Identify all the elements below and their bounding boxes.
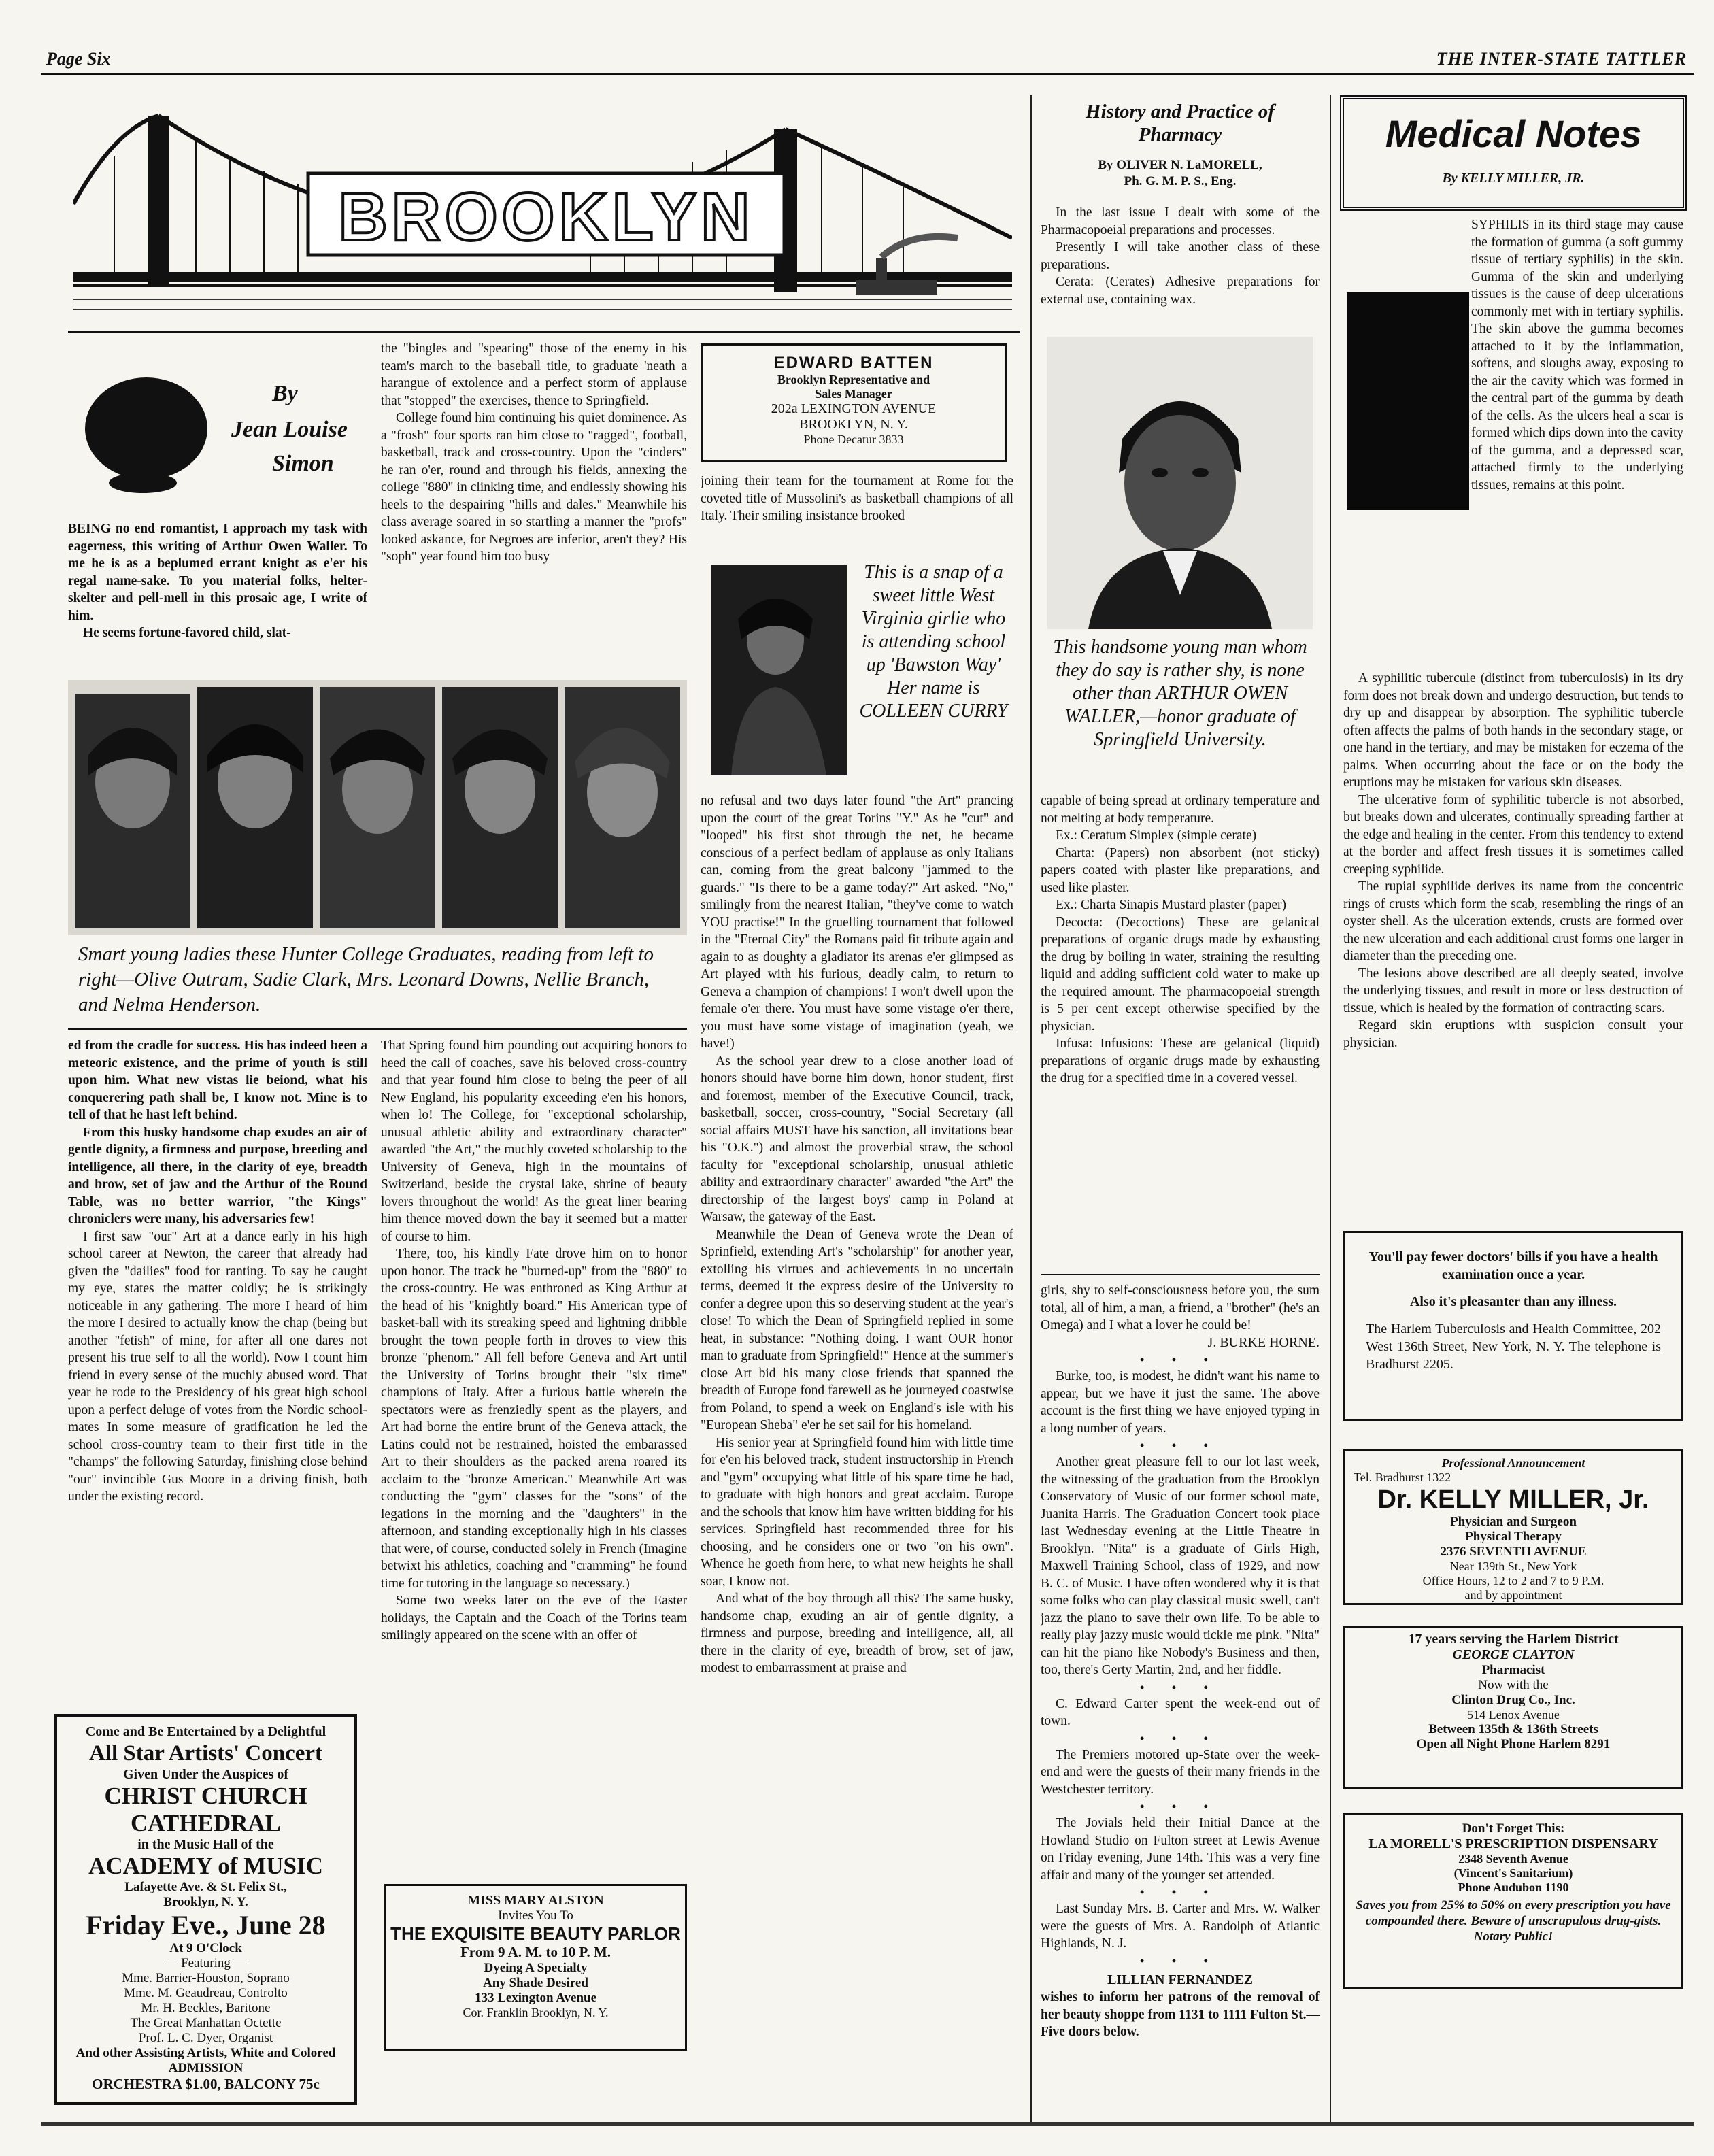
concert-line2: All Star Artists' Concert <box>88 1741 323 1766</box>
clayton-line7: Between 135th & 136th Streets <box>1428 1722 1598 1736</box>
concert-line11: At 9 O'Clock <box>169 1941 242 1955</box>
medical-notes-title: Medical Notes <box>1385 112 1642 155</box>
article-paragraph: College found him continuing his quiet dominence. As a "frosh" four sports ran him close to "ragged", football, basketball, track and cross-country. Upon the "cinders" he ran o'er, round and through his fields, annexing the college "880" in clinking time, and endlessly showing his heels to the despairing "hills and dales." Meanwhile his class average soared in so startling a manner the "profs" looked askance, for Negroes are inferior, aren't they? His "soph" year found him too busy <box>381 411 687 564</box>
page-label: Page Six <box>46 49 111 69</box>
article-paragraph: There, too, his kindly Fate drove him on to honor upon honor. The track he "burned-up" from the "880" to the cross-country. He was enthroned as King Arthur at the head of his "knightly board." His American type of basket-ball with its streaking speed and lightning dribble brought the town people forth in droves to view this bronze "phenom." All fell before Geneva and Art until the University of Torins brought their "six time" champions of Italy. After a furious battle wherein the spectators were as frenziedly spent as the players, and Art had borne the entire brunt of the Geneva attack, the Latins could not be restrained, hoisted the embarassed Art to their shoulders as the packed arena roared its acclaim to the "bronze American." Meanwhile Art was conducting the "gym" classes for the "sons" of the legations in the morning and the "daughters" in the afternoon, and standing exceptionally high in his classes that were, of course, conducted solely in French (Imagine betwixt his athletics, coaching and "cramming" he found time for tutoring in the language so necessary.) <box>381 1247 687 1591</box>
medical-paragraph: A syphilitic tubercule (distinct from tuberculosis) in its dry form does not break down and undergo destruction, but tends to dry up and disappear by absorption. The syphilitic tubercle often affects the palms of both hands in the secondary stage, or one hand in the tertiary, and may be mistaken for eczema of the palms. When occurring about the face or on the body the eruptions may be mistaken for various skin diseases. <box>1343 671 1683 790</box>
miller-line3: 2376 SEVENTH AVENUE <box>1440 1545 1587 1559</box>
miller-line5: Office Hours, 12 to 2 and 7 to 9 P.M. <box>1422 1574 1604 1587</box>
separator-dots: • • • <box>1140 1953 1220 1968</box>
social-paragraph: The Premiers motored up-State over the week-end and were the guests of their many friends in the Westchester territory. <box>1041 1747 1320 1797</box>
medical-notes-header <box>1340 95 1687 211</box>
pharmacy-paragraph: Ex.: Charta Sinapis Mustard plaster (paper) <box>1056 898 1286 912</box>
concert-line10: Friday Eve., June 28 <box>86 1910 326 1940</box>
separator-dots: • • • <box>1140 1800 1220 1813</box>
column-rule <box>1330 95 1331 2122</box>
alston-line5: Dyeing A Specialty <box>484 1961 588 1975</box>
social-paragraph: Another great pleasure fell to our lot last week, the witnessing of the graduation from the Brooklyn Conservatory of Music of our former school mate, Juanita Harris. The Graduation Concert took place last Wednesday evening at the Little Theatre in Brooklyn. "Nita" is a graduate of Girls High, Maxwell Training School, class of 1929, and now B. C. of Music. I have often wondered why it is that some folks who can play classical music swell, can't jazz the piano to save their own life. To be able to really play jazzy music would tickle me pink. "Nita" can hit the piano like Nobody's Business and then, too, there's Gerty Martin, 2nd, and her fiddle. <box>1041 1455 1320 1677</box>
separator-dots: • • • <box>1140 1731 1220 1745</box>
pharmacy-col-bottom <box>1041 792 1320 1268</box>
batten-line1: Brooklyn Representative and <box>777 373 930 386</box>
lamorell-line2: LA MORELL'S PRESCRIPTION DISPENSARY <box>1368 1836 1658 1851</box>
pharmacy-col-top <box>1041 204 1320 326</box>
article-col1-bottom <box>68 1037 367 1704</box>
article-paragraph: Meanwhile the Dean of Geneva wrote the Dean of Sprinfield, extending Art's "scholarship" for another year, extolling his virtues and achievements in no uncertain terms, deemed it the express desire of the University to confer a degree upon this so deserving student at the year's close! To which the Dean of Springfield replied in some heat, in substance: "Nothing doing. I want OUR honor man to graduate from Springfield!" Hence at the summer's close Art bid his many close friends that spanned the breadth of Europe fond farewell as he journeyed coastwise from Poland, to spend a week on England's isle with his "European Sheba" e'er he set sail for his homeland. <box>701 1227 1013 1432</box>
alston-line7: 133 Lexington Avenue <box>474 1991 597 2005</box>
alston-line1: MISS MARY ALSTON <box>467 1893 604 1908</box>
lamorell-line4: (Vincent's Sanitarium) <box>1453 1866 1573 1880</box>
lamorell-line3: 2348 Seventh Avenue <box>1458 1852 1568 1866</box>
concert-line18: And other Assisting Artists, White and Colored <box>75 2046 336 2060</box>
medical-float-spacer <box>1343 216 1471 516</box>
pharmacy-paragraph: Presently I will take another class of these preparations. <box>1041 240 1320 272</box>
pharmacy-paragraph: capable of being spread at ordinary temperature and not melting at body temperature. <box>1041 794 1320 826</box>
miller-top: Professional Announcement <box>1441 1456 1585 1470</box>
social-col <box>1041 1282 1320 2091</box>
batten-ad <box>701 343 1007 462</box>
concert-line8: Lafayette Ave. & St. Felix St., <box>124 1880 287 1894</box>
publication-name: THE INTER-STATE TATTLER <box>1436 49 1687 69</box>
byline-by: By <box>272 381 298 406</box>
arthur-waller-photo <box>1047 337 1313 629</box>
social-paragraph: C. Edward Carter spent the week-end out of town. <box>1041 1696 1320 1728</box>
concert-line6: in the Music Hall of the <box>137 1837 274 1852</box>
article-paragraph: girls, shy to self-consciousness before you, the sum total, all of him, a man, a friend, a "brother" (he's an Omega) and I what a lover he could be! <box>1041 1283 1320 1332</box>
concert-line16: The Great Manhattan Octette <box>130 2016 282 2030</box>
separator-dots: • • • <box>1140 1438 1220 1452</box>
article-lead-paragraph: BEING no end romantist, I approach my task with eagerness, this writing of Arthur Owen Waller. To me he is as a beplumed errant knight as e'er his regal name-sake. To you material folks, helter-skelter and pell-mell in this prosaic age, I write of him. <box>68 522 367 623</box>
byline-name-2: Simon <box>272 451 334 476</box>
article-col3-top <box>701 473 1013 527</box>
medical-paragraph: The rupial syphilide derives its name from the concentric rings of crusts which form the scab, resembling the rings of an oyster shell. As the ulceration extends, crusts are formed over the new ulceration and each additional crust forms one larger in diameter than the preceding one. <box>1343 879 1683 963</box>
pharmacy-paragraph: Charta: (Papers) non absorbent (not sticky) papers coated with plaster like preparations, and used like plaster. <box>1041 845 1320 895</box>
article-col1-top <box>68 520 367 663</box>
separator-dots: • • • <box>1140 1353 1220 1366</box>
separator-dots: • • • <box>1140 1680 1220 1694</box>
graduates-rule <box>68 1028 687 1030</box>
concert-line3: Given Under the Auspices of <box>123 1767 288 1782</box>
banner-rule <box>68 331 1020 333</box>
health-ad <box>1343 1231 1683 1421</box>
health-line2: Also it's pleasanter than any illness. <box>1409 1294 1617 1309</box>
clayton-line1: 17 years serving the Harlem District <box>1408 1632 1619 1647</box>
separator-dots: • • • <box>1140 1885 1220 1899</box>
lamorell-line6: Saves you from 25% to 50% on every prescription you have compounded there. Beware of unscrupulous drug-gists. Notary Public! <box>1356 1898 1671 1944</box>
graduates-caption: Smart young ladies these Hunter College Graduates, reading from left to right—Olive Outram, Sadie Clark, Mrs. Leonard Downs, Nellie Branch, and Nelma Henderson. <box>78 943 654 1015</box>
medical-intro <box>1343 216 1683 665</box>
article-paragraph: That Spring found him pounding out acquiring honors to heed the call of coaches, save his beloved cross-country and that year found him close to being the peer of all New England, his popularity exceeding e'en his honors, when lo! The College, for "exceptional scholarship, unusual athletic ability and extraordinary character" awarded "the Art," the muchly coveted scholarship to the University of Geneva, high in the mountains of Switzerland, beside the crystal lake, shrine of beauty lovers throughout the world! As the great liner bearing him thence moved down the bay it seemed but a matter of course to him. <box>381 1039 687 1244</box>
clayton-line3: Pharmacist <box>1481 1663 1545 1677</box>
concert-line13: Mme. Barrier-Houston, Soprano <box>122 1971 290 1985</box>
article-col3-bottom <box>701 792 1013 2081</box>
article-col2-bottom <box>381 1037 687 1826</box>
concert-line5: CATHEDRAL <box>130 1810 282 1836</box>
concert-line20: ORCHESTRA $1.00, BALCONY 75c <box>92 2076 320 2092</box>
header-rule <box>41 73 1694 75</box>
article-paragraph: joining their team for the tournament at Rome for the coveted title of Mussolini's as basketball champions of all Italy. Their smiling insistance brooked <box>701 474 1013 523</box>
article-paragraph: no refusal and two days later found "the Art" prancing upon the court of the great Torins "Y." As he "cut" and "looped" his first shot through the net, he became conscious of a perfect bedlam of applause as only Italians can, coming from the great balcony "jammed to the guards." "Is there to be a game today?" Art asked. "No," smilingly from the nearest Italian, "they've come to watch YOU practise!" In the gruelling tournament that followed in the "Eternal City" the Romans paid fit tribute again and again to as doughty a gladiator its arenas e'er glimpsed as Art played with his furious, deadly calm, to return to Geneva a champion of champions! I won't dwell upon the female o'er there. You must have some vistage o'er there, you must have some vistage of imagination (yeah, we have!) <box>701 794 1013 1051</box>
colleen-caption: This is a snap of a sweet little West Virginia girlie who is attending school up 'Bawston Way' Her name is COLLEEN CURRY <box>859 562 1008 722</box>
medical-intro-paragraph: SYPHILIS in its third stage may cause the formation of gumma (a soft gummy tissue of tertiary syphilis) in the skin. Gumma of the skin and underlying tissues is the cause of deep ulcerations commonly met with in tertiary syphilis. The skin above the gumma becomes attached to it by the inflammation, softens, and sloughs away, exposing to the air the cavity which was formed in the central part of the gumma by death of the cells. As the ulcers heal a scar is formed which dips down into the cavity of the gumma, and a depressed scar, attached firmly to the underlying tissues, remains at this point. <box>1471 218 1683 492</box>
batten-line2: Sales Manager <box>815 387 892 401</box>
article-paragraph: His senior year at Springfield found him with little time for e'en his beloved track, student instructorship in French and "gym" occupying what little of his spare time he had, to graduate with high honors and great acclaim. Europe and the schools that know him have written bidding for his services. Springfield hast recommended three for his choosing, and he considers one or two "on his own". Whence he goeth from here, to what new heights he shall soar, I know not. <box>701 1435 1013 1589</box>
concert-line1: Come and Be Entertained by a Delightful <box>85 1724 326 1739</box>
medical-paragraph: Regard skin eruptions with suspicion—consult your physician. <box>1343 1018 1683 1050</box>
lamorell-line5: Phone Audubon 1190 <box>1458 1881 1569 1894</box>
medical-paragraph: The ulcerative form of syphilitic tubercle is not absorbed, but breaks down and ulcerates, continually spreading farther at the edge and healing in the center. From this tendency to extend at the border and affect fresh tissues it is sometimes called creeping syphilide. <box>1343 792 1683 877</box>
colleen-curry-photo <box>711 565 847 775</box>
article-paragraph: He seems fortune-favored child, slat- <box>83 626 291 640</box>
bottom-edge <box>41 2122 1694 2126</box>
alston-line2: Invites You To <box>498 1908 573 1923</box>
medical-notes-byline: By KELLY MILLER, JR. <box>1442 171 1585 186</box>
article-paragraph: From this husky handsome chap exudes an air of gentle dignity, a firmness and purpose, breeding and intelligence, all there, in the clarity of eye, breadth and brow, set of jaw and the Arthur of the Round Table, was no better warrior, "the Kings" chroniclers were many, his adversaries few! <box>68 1125 367 1226</box>
pharmacy-paragraph: In the last issue I dealt with some of the Pharmacopoeial preparations and processes. <box>1041 205 1320 237</box>
batten-line4: BROOKLYN, N. Y. <box>799 417 908 432</box>
miller-name: Dr. KELLY MILLER, Jr. <box>1377 1485 1649 1514</box>
pharmacy-end-rule <box>1041 1274 1320 1275</box>
article-paragraph: the "bingles and "spearing" those of the enemy in his team's march to the baseball title, to graduate 'neath a harangue of extolence and a perfect storm of applause that "stopped" the exercises, thence to Springfield. <box>381 341 687 408</box>
miller-line6: and by appointment <box>1464 1588 1562 1602</box>
pharmacy-byline-1: By OLIVER N. LaMORELL, <box>1098 158 1262 172</box>
fernandez-name: LILLIAN FERNANDEZ <box>1107 1972 1253 1987</box>
miller-line2: Physical Therapy <box>1465 1530 1562 1544</box>
health-line1: You'll pay fewer doctors' bills if you have a health examination once a year. <box>1368 1249 1658 1282</box>
byline-name-1: Jean Louise <box>231 417 348 442</box>
lamorell-line1: Don't Forget This: <box>1462 1821 1565 1836</box>
concert-ad <box>54 1714 357 2105</box>
concert-line9: Brooklyn, N. Y. <box>163 1895 248 1909</box>
pharmacy-title-2: Pharmacy <box>1138 124 1222 146</box>
article-signature: J. BURKE HORNE. <box>1207 1334 1320 1350</box>
concert-line12: — Featuring — <box>165 1956 247 1970</box>
alston-ad <box>384 1884 687 2051</box>
concert-line15: Mr. H. Beckles, Baritone <box>141 2001 271 2015</box>
article-paragraph: I first saw "our" Art at a dance early in his high school career at Newton, the career that already had given the "dailies" food for ranting. To say he caught my eye, states the matter coldly; he is strikingly noticeable in any gathering. The more I heard of him the more I desired to actually know the chap (being but another "fetish" of mine, for after all one dares not present his true self to all the world). Now I count him friend in every sense of the muchly abused word. That year he rode to the Presidency of his great high school upon a perfect deluge of votes from the Nordic school-mates In some measure of gratification he led the school cross-country team to their first title in the "champs" the following Saturday, finishing close behind "our" invincible Gus Moore in a driving finish, both under the existing record. <box>68 1229 367 1504</box>
medical-paragraph: The lesions above described are all deeply seated, involve the underlying tissues, and result in more or less destruction of tissue, which is healed by the formation of contracting scars. <box>1343 966 1683 1015</box>
miller-ad <box>1343 1449 1683 1605</box>
batten-line3: 202a LEXINGTON AVENUE <box>771 401 937 416</box>
concert-line4: CHRIST CHURCH <box>104 1783 307 1809</box>
lamorell-ad <box>1343 1813 1683 1989</box>
clayton-line5: Clinton Drug Co., Inc. <box>1451 1693 1575 1707</box>
miller-line4: Near 139th St., New York <box>1449 1560 1577 1573</box>
pharmacy-paragraph: Infusa: Infusions: These are gelanical (liquid) preparations of organic drugs made by exhausting the drug for a specified time in a covered vessel. <box>1041 1037 1320 1085</box>
brooklyn-banner-word: BROOKLYN <box>338 179 754 255</box>
social-paragraph: Last Sunday Mrs. B. Carter and Mrs. W. Walker were the guests of Mrs. A. Randolph of Atlantic Highlands, N. J. <box>1041 1902 1320 1951</box>
concert-line7: ACADEMY of MUSIC <box>88 1853 323 1879</box>
concert-line19: ADMISSION <box>168 2061 243 2075</box>
fernandez-notice: wishes to inform her patrons of the removal of her beauty shoppe from 1131 to 1111 Fulton St.—Five doors below. <box>1041 1990 1320 2039</box>
hat-silhouette-icon <box>75 364 218 500</box>
article-paragraph: ed from the cradle for success. His has indeed been a meteoric existence, and the prime of youth is still upon him. What new vistas lie beiond, what his conquerering path shall be, I know not. Mine is to tell of that he hast left behind. <box>68 1039 367 1122</box>
byline-box <box>68 343 360 507</box>
article-col2-top <box>381 340 687 667</box>
pharmacy-paragraph: Decocta: (Decoctions) These are gelanical preparations of organic drugs made by exhausting the drug by boiling in water, straining the resulting liquid and adding sufficient cold water to make up the required amount. The pharmacopoeial strength is 5 per cent except otherwise specified by the physician. <box>1041 915 1320 1034</box>
miller-line1: Physician and Surgeon <box>1450 1515 1577 1529</box>
alston-line4: From 9 A. M. to 10 P. M. <box>460 1944 611 1960</box>
clayton-ad <box>1343 1626 1683 1789</box>
pharmacy-byline-2: Ph. G. M. P. S., Eng. <box>1124 174 1237 188</box>
article-paragraph: And what of the boy through all this? The same husky, handsome chap, exuding an air of gentle dignity, a firmness and purpose, breeding and intelligence, all, all there in the clarity of eye, breadth of brow, set of jaw, modest to embarrassment at praise and <box>701 1591 1013 1675</box>
pharmacy-paragraph: Ex.: Ceratum Simplex (simple cerate) <box>1056 828 1257 843</box>
clayton-line4: Now with the <box>1478 1678 1549 1692</box>
pharmacy-paragraph: Cerata: (Cerates) Adhesive preparations for external use, containing wax. <box>1041 275 1320 307</box>
hunter-graduates-photo <box>68 680 687 935</box>
clayton-line2: GEORGE CLAYTON <box>1452 1647 1575 1662</box>
clayton-line8: Open all Night Phone Harlem 8291 <box>1416 1737 1611 1751</box>
concert-line14: Mme. M. Geaudreau, Controlto <box>124 1986 288 2000</box>
social-paragraph: Burke, too, is modest, he didn't want his name to appear, but we have it just the same. The above account is the first thing we have enjoyed typing in a long number of years. <box>1041 1369 1320 1436</box>
pharmacy-title-1: History and Practice of <box>1086 101 1275 122</box>
alston-line6: Any Shade Desired <box>483 1976 588 1990</box>
clayton-line6: 514 Lenox Avenue <box>1467 1708 1560 1721</box>
waller-caption: This handsome young man whom they do say is rather shy, is none other than ARTHUR OWEN WALLER,—honor graduate of Springfield University. <box>1053 637 1307 750</box>
social-paragraph: The Jovials held their Initial Dance at the Howland Studio on Fulton street at Lewis Avenue on Friday evening, June 14th. This was a very fine affair and many of the younger set attended. <box>1041 1816 1320 1883</box>
brooklyn-banner <box>73 102 1012 320</box>
health-line3: The Harlem Tuberculosis and Health Committee, 202 West 136th Street, New York, N. Y. The telephone is Bradhurst 2205. <box>1366 1321 1661 1372</box>
alston-line8: Cor. Franklin Brooklyn, N. Y. <box>463 2006 609 2019</box>
column-rule <box>1030 95 1032 2122</box>
concert-line17: Prof. L. C. Dyer, Organist <box>138 2031 273 2045</box>
medical-col <box>1343 670 1683 1214</box>
article-paragraph: Some two weeks later on the eve of the Easter holidays, the Captain and the Coach of the Torins team smilingly appeared on the scene with an offer of <box>381 1594 687 1643</box>
miller-tel: Tel. Bradhurst 1322 <box>1354 1470 1451 1484</box>
batten-name: EDWARD BATTEN <box>773 354 934 372</box>
article-paragraph: As the school year drew to a close another load of honors should have borne him down, honor student, first and foremost, member of the Executive Council, track, basketball, soccer, cross-country, "Social Secretary (all social affairs MUST have his sanction, all invitations bear his "O.K.") and almost the proverbial straw, the school faculty for "exceptional scholarship, unusual athletic ability and extraordinary character" awarded "the Art" the directorship of the largest boys' camp in Poland at Warsaw, the gateway of the East. <box>701 1054 1013 1224</box>
batten-line5: Phone Decatur 3833 <box>803 433 904 446</box>
alston-line3: THE EXQUISITE BEAUTY PARLOR <box>390 1923 681 1944</box>
